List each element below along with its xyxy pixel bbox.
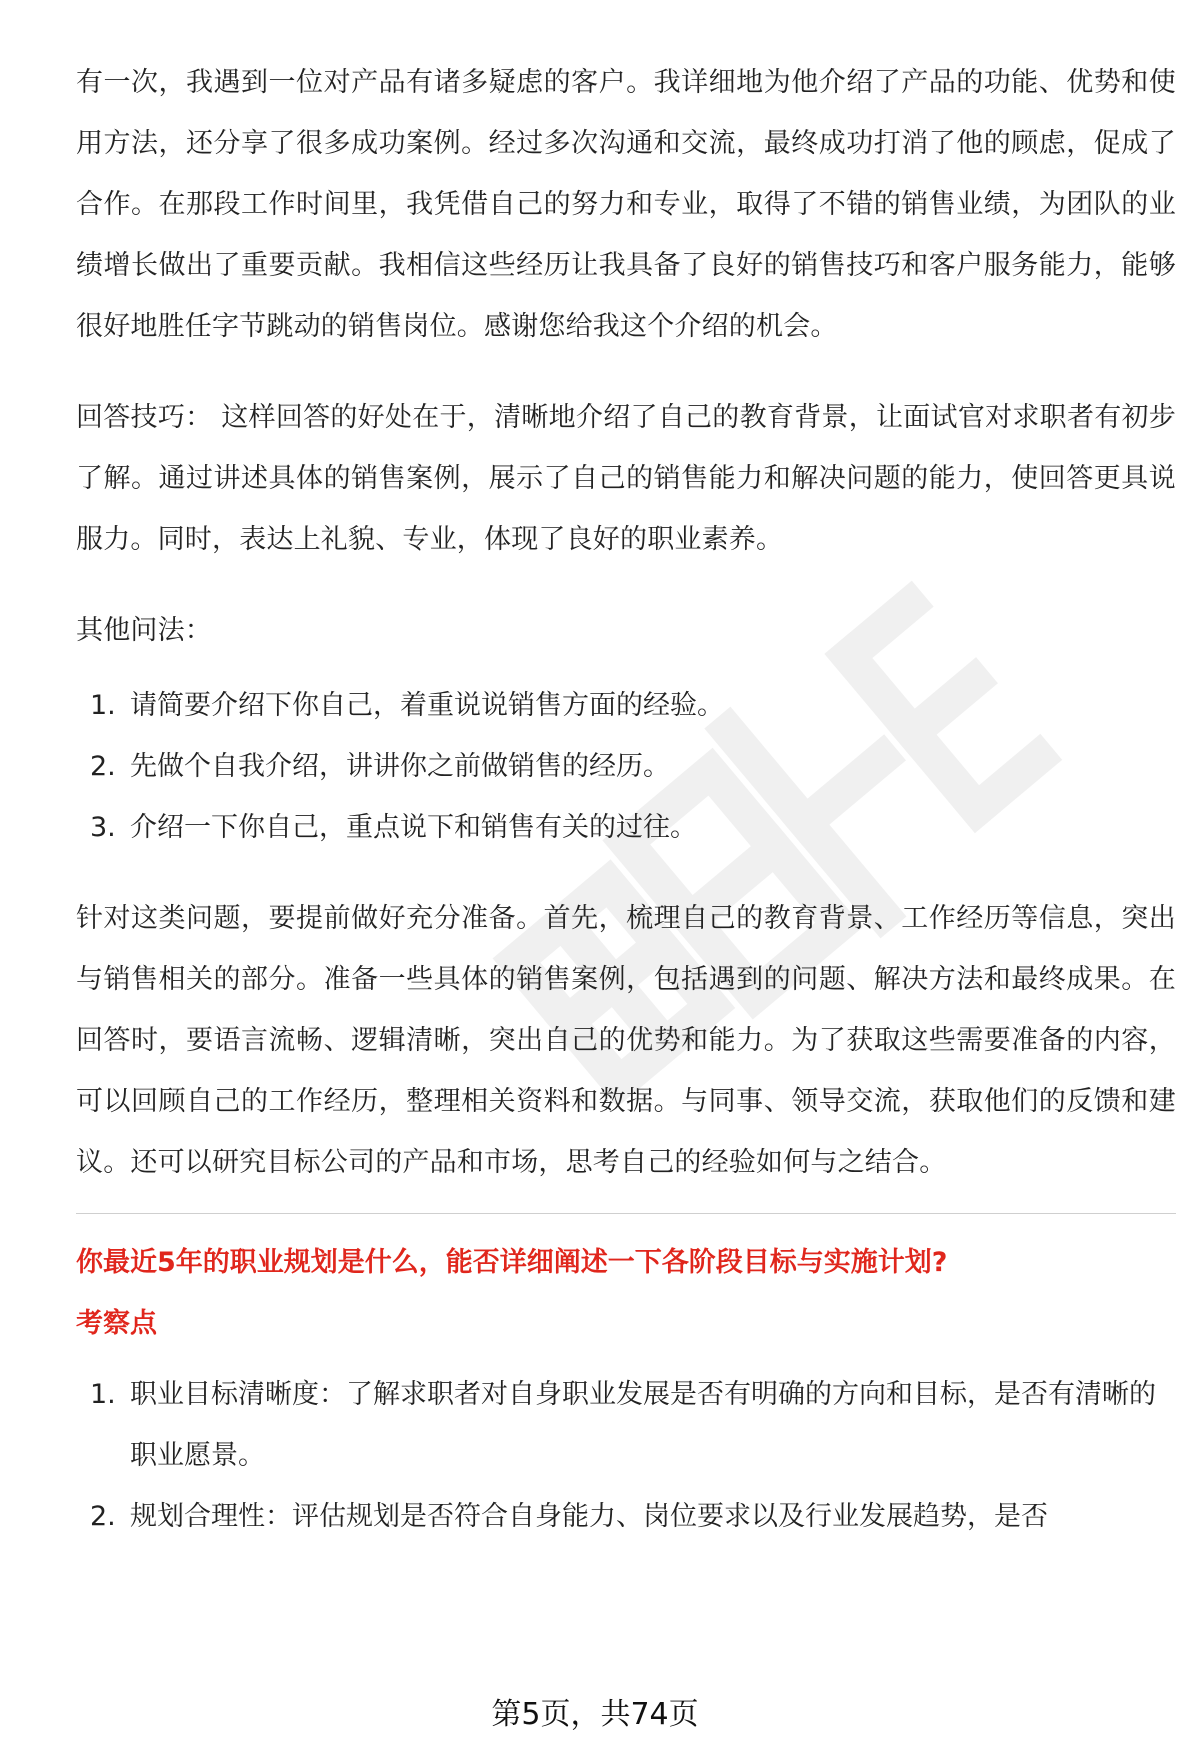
section-title: 考察点 [76, 1308, 157, 1339]
list-item [76, 1486, 1176, 1547]
list-item-text: 先做个自我介绍，讲讲你之前做销售的经历。 [130, 751, 670, 782]
list-item-number: 3. [90, 812, 116, 843]
list-item [76, 736, 1176, 797]
other-questions-list [76, 675, 1176, 858]
page-number-footer: 第5页，共74页 [491, 1697, 699, 1732]
list-item-text: 介绍一下你自己，重点说下和销售有关的过往。 [130, 812, 697, 843]
paragraph-other-questions-label: 其他问法： [76, 615, 212, 646]
list-item [76, 797, 1176, 858]
section-divider [76, 1213, 1176, 1214]
list-item [76, 675, 1176, 736]
list-item-number: 1. [90, 690, 116, 721]
assessment-points-list [76, 1364, 1176, 1547]
document-content [76, 52, 1176, 1577]
list-item-number: 2. [90, 1501, 116, 1532]
paragraph-preparation-advice: 针对这类问题，要提前做好充分准备。首先，梳理自己的教育背景、工作经历等信息，突出与销售相关的部分。准备一些具体的销售案例，包括遇到的问题、解决方法和最终成果。在回答时，要语言流畅、逻辑清晰，突出自己的优势和能力。为了获取这些需要准备的内容，可以回顾自己的工作经历，整理相关资料和数据。与同事、领导交流，获取他们的反馈和建议。还可以研究目标公司的产品和市场，思考自己的经验如何与之结合。 [76, 903, 1176, 1178]
list-item-number: 1. [90, 1379, 116, 1410]
list-item-text: 规划合理性：评估规划是否符合自身能力、岗位要求以及行业发展趋势，是否 [130, 1501, 1048, 1532]
paragraph-sales-case: 有一次，我遇到一位对产品有诸多疑虑的客户。我详细地为他介绍了产品的功能、优势和使用方法，还分享了很多成功案例。经过多次沟通和交流，最终成功打消了他的顾虑，促成了合作。在那段工作时间里，我凭借自己的努力和专业，取得了不错的销售业绩，为团队的业绩增长做出了重要贡献。我相信这些经历让我具备了良好的销售技巧和客户服务能力，能够很好地胜任字节跳动的销售岗位。感谢您给我这个介绍的机会。 [76, 67, 1176, 342]
paragraph-answer-tips: 回答技巧： 这样回答的好处在于，清晰地介绍了自己的教育背景，让面试官对求职者有初步了解。通过讲述具体的销售案例，展示了自己的销售能力和解决问题的能力，使回答更具说服力。同时，表达上礼貌、专业，体现了良好的职业素养。 [76, 402, 1176, 555]
question-heading: 你最近5年的职业规划是什么，能否详细阐述一下各阶段目标与实施计划? [76, 1247, 948, 1278]
list-item [76, 1364, 1176, 1486]
list-item-text: 职业目标清晰度：了解求职者对自身职业发展是否有明确的方向和目标，是否有清晰的职业愿景。 [130, 1379, 1156, 1471]
list-item-number: 2. [90, 751, 116, 782]
list-item-text: 请简要介绍下你自己，着重说说销售方面的经验。 [130, 690, 724, 721]
